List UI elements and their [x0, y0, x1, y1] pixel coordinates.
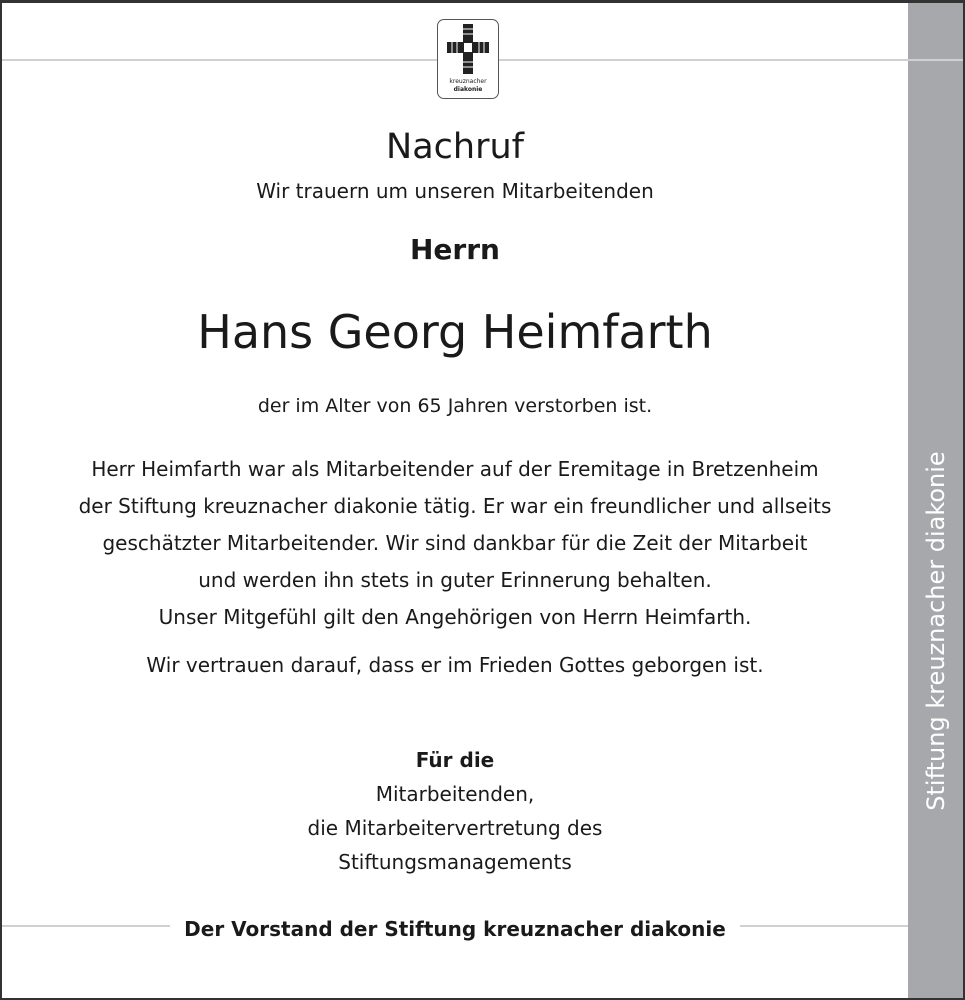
deceased-name: Hans Georg Heimfarth — [197, 305, 713, 359]
signer-line: Für die — [415, 748, 495, 772]
subtitle: Wir trauern um unseren Mitarbeitenden — [256, 179, 654, 203]
body-line: geschätzter Mitarbeitender. Wir sind dankbar für die Zeit der Mitarbeit — [102, 531, 808, 555]
footer-text: Der Vorstand der Stiftung kreuznacher diakonie — [170, 917, 740, 941]
title: Nachruf — [386, 127, 524, 167]
signers — [2, 743, 908, 879]
cross-icon — [447, 24, 489, 74]
signer-line: die Mitarbeitervertretung des — [307, 816, 603, 840]
body-line: der Stiftung kreuznacher diakonie tätig. Er war ein freundlicher und allseits — [78, 494, 832, 518]
logo-text-1: kreuznacher — [449, 78, 487, 85]
diakonie-logo — [437, 19, 499, 99]
logo-text-2: diakonie — [453, 86, 483, 93]
side-band-text: Stiftung kreuznacher diakonie — [922, 451, 950, 811]
signer-line: Mitarbeitenden, — [375, 782, 535, 806]
footer — [2, 917, 908, 941]
body-line: Herr Heimfarth war als Mitarbeitender auf der Eremitage in Bretzenheim — [91, 457, 819, 481]
signer-line: Stiftungsmanagements — [338, 850, 572, 874]
salutation: Herrn — [410, 233, 500, 266]
body-text — [2, 451, 908, 636]
body-line: Unser Mitgefühl gilt den Angehörigen von Herrn Heimfarth. — [158, 605, 752, 629]
body-line: und werden ihn stets in guter Erinnerung behalten. — [198, 568, 712, 592]
closing-line: Wir vertrauen darauf, dass er im Frieden Gottes geborgen ist. — [146, 653, 764, 677]
age-line: der im Alter von 65 Jahren verstorben ist. — [257, 395, 653, 417]
